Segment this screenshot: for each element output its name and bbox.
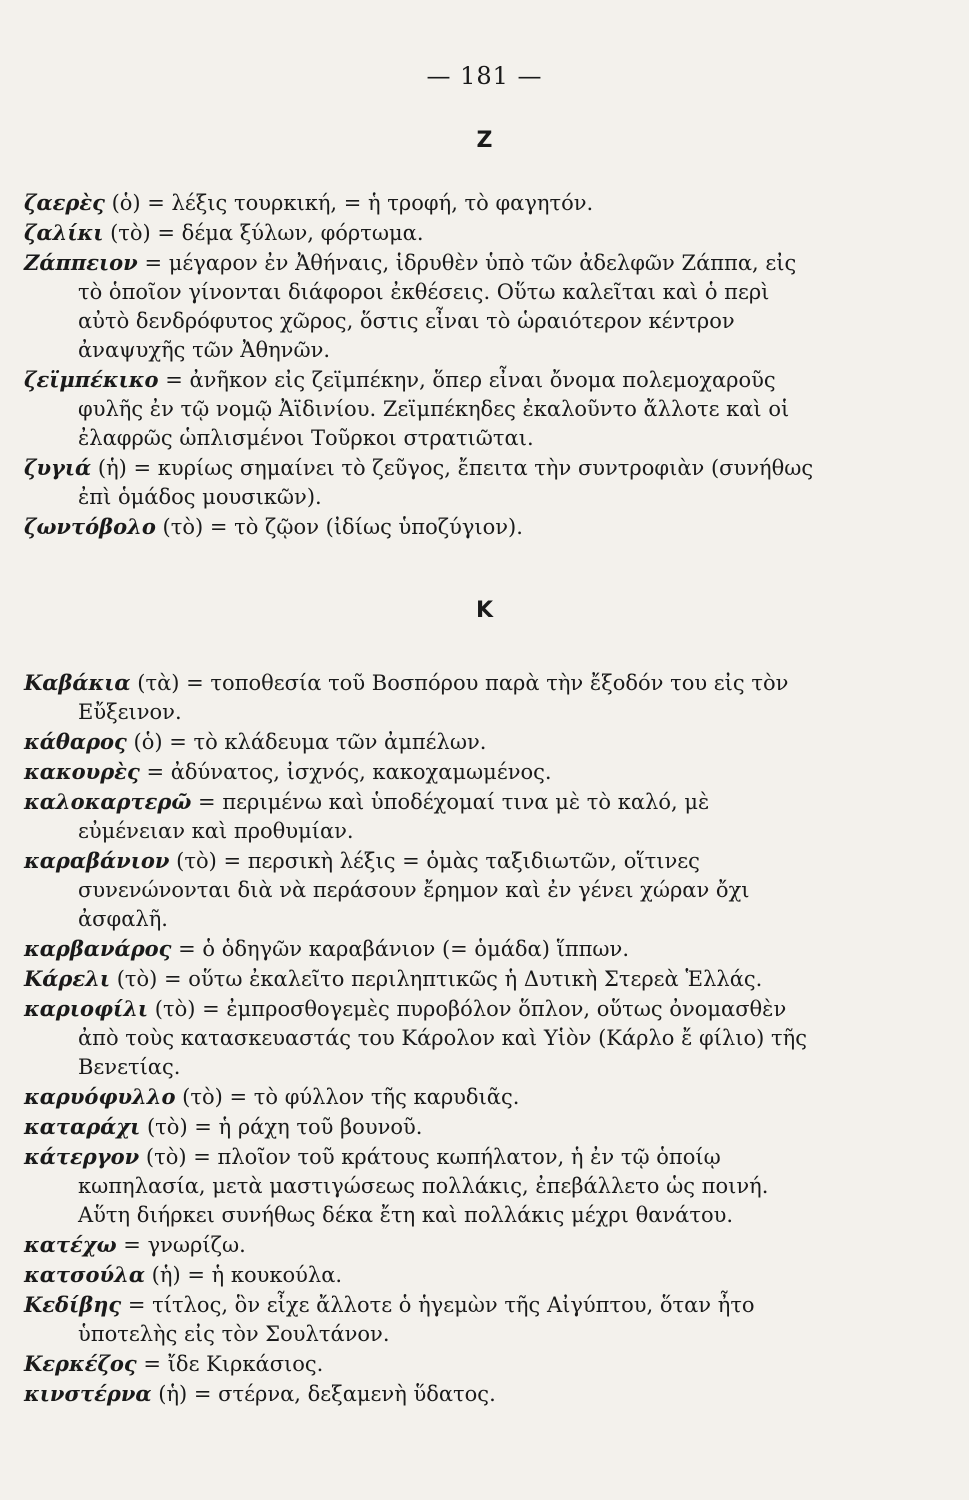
entry-definition: (τὸ) = ἡ ράχη τοῦ βουνοῦ.	[146, 1115, 423, 1139]
entry-definition: = ἀδύνατος, ἰσχνός, κακοχαμωμένος.	[146, 760, 552, 784]
entry-headword: καρβανάρος	[24, 936, 172, 961]
entries-section-z	[24, 188, 814, 542]
dictionary-entry	[24, 1082, 814, 1112]
entry-headword: Ζάππειον	[24, 250, 138, 275]
entry-definition: = γνωρίζω.	[123, 1233, 246, 1257]
entry-definition: (τὸ) = τὸ φύλλον τῆς καρυδιᾶς.	[182, 1085, 520, 1109]
entry-definition: (ἡ) = ἡ κουκούλα.	[151, 1263, 343, 1287]
entry-headword: κατέχω	[24, 1232, 117, 1257]
entry-definition: (ἡ) = κυρίως σημαίνει τὸ ζεῦγος, ἔπειτα τὴν συντροφιὰν (συνήθως ἐπὶ ὁμάδος μουσικῶν).	[78, 456, 814, 509]
dictionary-entry	[24, 188, 814, 218]
entry-headword: ζαερὲς	[24, 190, 105, 215]
dictionary-entry	[24, 248, 814, 365]
dictionary-entry	[24, 1290, 814, 1349]
entry-headword: ζαλίκι	[24, 220, 104, 245]
dictionary-entry	[24, 365, 814, 453]
dictionary-entry	[24, 1260, 814, 1290]
dictionary-entry	[24, 757, 814, 787]
entry-headword: καραβάνιον	[24, 848, 170, 873]
dictionary-entry	[24, 846, 814, 934]
entry-definition: (ἡ) = στέρνα, δεξαμενὴ ὕδατος.	[158, 1382, 496, 1406]
entry-headword: κακουρὲς	[24, 759, 140, 784]
entry-headword: καταράχι	[24, 1114, 141, 1139]
dictionary-entry	[24, 1379, 814, 1409]
entry-headword: καριοφίλι	[24, 996, 149, 1021]
entry-headword: ζυγιά	[24, 455, 92, 480]
section-letter-z: Z	[476, 128, 493, 153]
entry-headword: Κάρελι	[24, 966, 111, 991]
entry-definition: = τίτλος, ὃν εἶχε ἄλλοτε ὁ ἡγεμὼν τῆς Αἰγύπτου, ὅταν ἦτο ὑποτελὴς εἰς τὸν Σουλτάνον.	[78, 1293, 755, 1346]
entry-headword: κινστέρνα	[24, 1381, 152, 1406]
entry-headword: Κεδίβης	[24, 1292, 122, 1317]
dictionary-entry	[24, 668, 814, 727]
dictionary-entry	[24, 1349, 814, 1379]
entry-definition: (τὸ) = οὕτω ἐκαλεῖτο περιληπτικῶς ἡ Δυτικὴ Στερεὰ Ἑλλάς.	[116, 967, 763, 991]
entry-headword: καλοκαρτερῶ	[24, 789, 192, 814]
entry-definition: (τὸ) = δέμα ξύλων, φόρτωμα.	[110, 221, 424, 245]
dictionary-entry	[24, 727, 814, 757]
entry-definition: (τὸ) = ἐμπροσθογεμὲς πυροβόλον ὅπλον, οὕτως ὀνομασθὲν ἀπὸ τοὺς κατασκευαστάς του Κάρολον καὶ Υἱὸν (Κάρλο ἔ φίλιο) τῆς Βενετίας.	[78, 997, 808, 1079]
dictionary-entry	[24, 964, 814, 994]
entry-definition: (τὸ) = πλοῖον τοῦ κράτους κωπήλατον, ἡ ἐν τῷ ὁποίῳ κωπηλασία, μετὰ μαστιγώσεως πολλάκις, ἐπεβάλλετο ὡς ποινή. Αὕτη διήρκει συνήθως δέκα ἔτη καὶ πολλάκις μέχρι θανάτου.	[78, 1145, 769, 1227]
entries-section-k	[24, 668, 814, 1409]
entry-definition: = ἀνῆκον εἰς ζεϊμπέκην, ὅπερ εἶναι ὄνομα πολεμοχαροῦς φυλῆς ἐν τῷ νομῷ Ἀϊδινίου. Ζεϊμπέκηδες ἐκαλοῦντο ἄλλοτε καὶ οἱ ἐλαφρῶς ὡπλισμένοι Τοῦρκοι στρατιῶται.	[78, 368, 790, 450]
section-letter-k: K	[475, 598, 494, 623]
entry-headword: κάθαρος	[24, 729, 127, 754]
entry-definition: (τὸ) = περσικὴ λέξις = ὁμὰς ταξιδιωτῶν, οἵτινες συνενώνονται διὰ νὰ περάσουν ἔρημον καὶ ἐν γένει χώραν ὄχι ἀσφαλῆ.	[78, 849, 750, 931]
entry-definition: = μέγαρον ἐν Ἀθήναις, ἱδρυθὲν ὑπὸ τῶν ἀδελφῶν Ζάππα, εἰς τὸ ὁποῖον γίνονται διάφοροι ἐκθέσεις. Οὕτω καλεῖται καὶ ὁ περὶ αὐτὸ δενδρόφυτος χῶρος, ὅστις εἶναι τὸ ὡραιότερον κέντρον ἀναψυχῆς τῶν Ἀθηνῶν.	[78, 251, 797, 362]
entry-definition: (ὁ) = τὸ κλάδευμα τῶν ἀμπέλων.	[133, 730, 487, 754]
dictionary-entry	[24, 787, 814, 846]
entry-definition: (τὰ) = τοποθεσία τοῦ Βοσπόρου παρὰ τὴν ἔξοδόν του εἰς τὸν Εὔξεινον.	[78, 671, 789, 724]
entry-definition: = περιμένω καὶ ὑποδέχομαί τινα μὲ τὸ καλό, μὲ εὐμένειαν καὶ προθυμίαν.	[78, 790, 710, 843]
dictionary-entry	[24, 1142, 814, 1230]
entry-headword: Κερκέζος	[24, 1351, 137, 1376]
entry-headword: καρυόφυλλο	[24, 1084, 176, 1109]
page-number: — 181 —	[426, 62, 543, 90]
entry-headword: κάτεργον	[24, 1144, 140, 1169]
dictionary-entry	[24, 453, 814, 512]
entry-definition: (ὁ) = λέξις τουρκική, = ἡ τροφή, τὸ φαγητόν.	[111, 191, 594, 215]
dictionary-entry	[24, 1230, 814, 1260]
entry-headword: ζεϊμπέκικο	[24, 367, 159, 392]
entry-headword: κατσούλα	[24, 1262, 145, 1287]
entry-definition: = ἴδε Κιρκάσιος.	[143, 1352, 324, 1376]
entry-headword: Καβάκια	[24, 670, 131, 695]
dictionary-entry	[24, 1112, 814, 1142]
entry-definition: = ὁ ὁδηγῶν καραβάνιον (= ὁμάδα) ἵππων.	[178, 937, 629, 961]
dictionary-entry	[24, 994, 814, 1082]
dictionary-entry	[24, 218, 814, 248]
dictionary-entry	[24, 512, 814, 542]
entry-definition: (τὸ) = τὸ ζῷον (ἰδίως ὑποζύγιον).	[162, 515, 523, 539]
entry-headword: ζωντόβολο	[24, 514, 156, 539]
dictionary-entry	[24, 934, 814, 964]
